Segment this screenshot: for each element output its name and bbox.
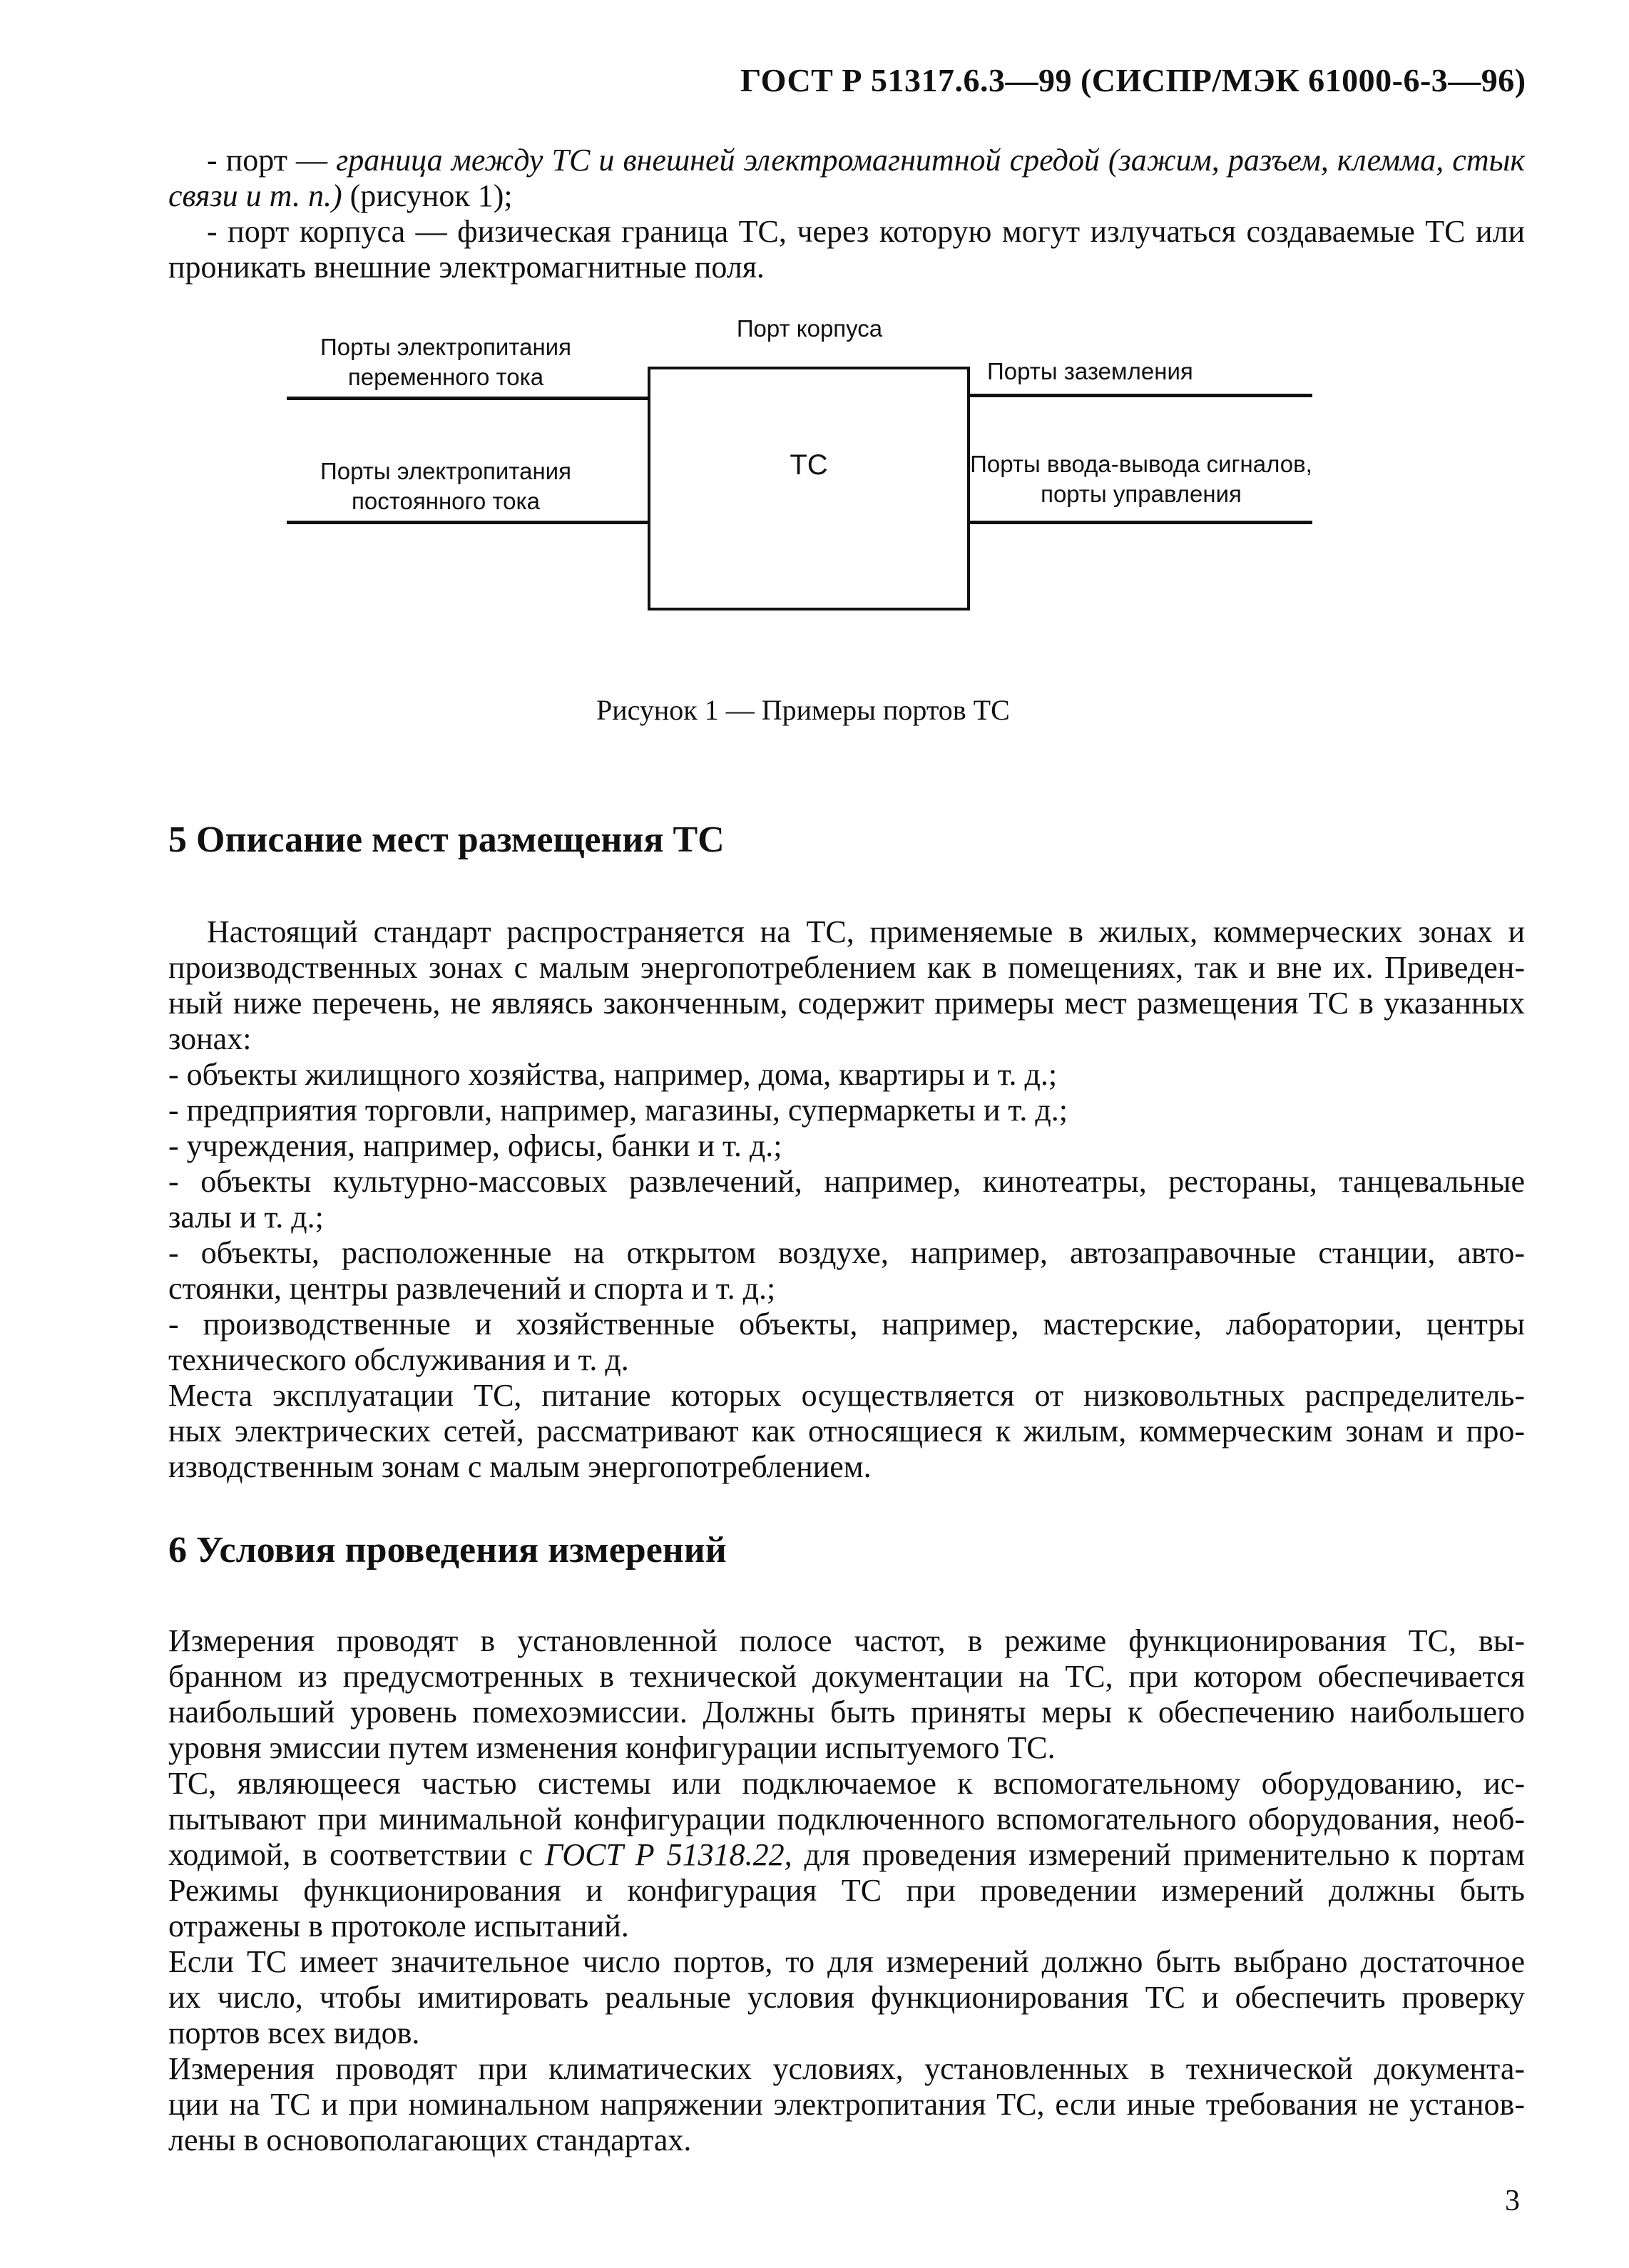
enclosure-port-line2: проникать внешние электромагнитные поля. <box>168 250 765 285</box>
section-6-p3-line1: Режимы функционирования и конфигурация ТС при проведении измерений должны быть <box>168 1873 1525 1908</box>
enclosure-port-line1: - порт корпуса — физическая граница ТС, через которую могут излучаться создаваемые ТС или <box>207 214 1525 249</box>
section-5-list-item: - объекты, расположенные на открытом воздухе, например, автозаправочные станции, авто- <box>168 1235 1525 1270</box>
section-6-p1-line1: Измерения проводят в установленной полосе частот, в режиме функционирования ТС, вы- <box>168 1623 1525 1658</box>
section-5-p1-line2: производственных зонах с малым энергопотреблением как в помещениях, так и вне их. Приведен- <box>168 950 1525 985</box>
section-6-p4-line1: Если ТС имеет значительное число портов, то для измерений должно быть выбрано достаточное <box>168 1944 1525 1979</box>
enclosure-port-label: Порт корпуса <box>736 315 883 342</box>
section-5-list-item: технического обслуживания и т. д. <box>168 1342 629 1377</box>
section-6-p5-line3: лены в основополагающих стандартах. <box>168 2123 692 2157</box>
port-prefix: - порт — <box>207 143 337 178</box>
section-5-list-item: - объекты жилищного хозяйства, например, дома, квартиры и т. д.; <box>168 1057 1058 1092</box>
section-5-p1-line1: Настоящий стандарт распространяется на ТС, применяемые в жилых, коммерческих зонах и <box>207 914 1525 949</box>
ac-power-ports-label: Порты электропитания переменного тока <box>320 334 571 390</box>
port-definition-italic: граница между ТС и внешней электромагнитной средой (зажим, разъем, клемма, стык <box>336 143 1525 178</box>
figure-caption: Рисунок 1 — Примеры портов ТС <box>596 694 1010 726</box>
section-5-p1-line3: ный ниже перечень, не являясь законченным, содержит примеры мест размещения ТС в указанных <box>168 986 1525 1021</box>
section-5-list-item: - учреждения, например, офисы, банки и т. д.; <box>168 1128 782 1163</box>
port-definition-italic2: связи и т. п.) <box>168 178 342 213</box>
section-5-list-item: - производственные и хозяйственные объекты, например, мастерские, лаборатории, центры <box>168 1307 1525 1342</box>
section-6-p2-line1: ТС, являющееся частью системы или подключаемое к вспомогательному оборудованию, ис- <box>168 1766 1525 1801</box>
section-5-list-item: - объекты культурно-массовых развлечений, например, кинотеатры, рестораны, танцевальные <box>168 1164 1525 1199</box>
port-definition-line2 <box>168 178 1525 214</box>
equipment-box <box>648 367 970 611</box>
section-6-p2-line3: ходимой, в соответствии с ГОСТ Р 51318.22, для проведения измерений применительно к портам <box>168 1837 1525 1872</box>
ac-power-wire <box>287 397 648 400</box>
earth-ports-label: Порты заземления <box>987 358 1193 384</box>
dc-power-wire <box>287 521 648 524</box>
section-6-p1-line3: наибольший уровень помехоэмиссии. Должны быть приняты меры к обеспечению наибольшего <box>168 1695 1525 1730</box>
standard-reference: ГОСТ Р 51318.22, <box>544 1837 792 1872</box>
document-header: ГОСТ Р 51317.6.3—99 (СИСПР/МЭК 61000-6-3—96) <box>740 62 1526 98</box>
signal-ports-label: Порты ввода-вывода сигналов, порты управления <box>970 451 1312 507</box>
section-5-p2-line3: изводственным зонам с малым энергопотреблением. <box>168 1449 872 1484</box>
section-6-p4-line2: их число, чтобы имитировать реальные условия функционирования ТС и обеспечить проверку <box>168 1980 1525 2015</box>
section-6-p4-line3: портов всех видов. <box>168 2016 420 2050</box>
section-5-p2-line1: Места эксплуатации ТС, питание которых осуществляется от низковольтных распределитель- <box>168 1378 1525 1413</box>
section-6-p5-line1: Измерения проводят при климатических условиях, установленных в технической документа- <box>168 2051 1525 2086</box>
section-6-p1-line4: уровня эмиссии путем изменения конфигурации испытуемого ТС. <box>168 1730 1056 1765</box>
section-5-p1-line4: зонах: <box>168 1021 252 1056</box>
page-number: 3 <box>1505 2185 1520 2217</box>
dc-power-ports-label: Порты электропитания постоянного тока <box>320 458 571 514</box>
port-definition-line1 <box>207 143 1525 178</box>
ports-diagram <box>285 307 1341 620</box>
section-6-title: 6 Условия проведения измерений <box>168 1530 727 1570</box>
port-suffix: (рисунок 1); <box>342 178 513 213</box>
equipment-label: ТС <box>790 449 828 481</box>
section-5-p2-line2: ных электрических сетей, рассматривают как относящиеся к жилым, коммерческим зонам и про- <box>168 1414 1525 1449</box>
section-6-p2-line2: пытывают при минимальной конфигурации подключенного вспомогательного оборудования, необ- <box>168 1802 1525 1837</box>
section-5-list-item: - предприятия торговли, например, магазины, супермаркеты и т. д.; <box>168 1093 1068 1128</box>
section-5-list-item: стоянки, центры развлечений и спорта и т. д.; <box>168 1271 776 1306</box>
signal-wire <box>970 521 1312 524</box>
section-5-list-item: залы и т. д.; <box>168 1200 324 1235</box>
section-5-title: 5 Описание мест размещения ТС <box>168 819 725 860</box>
earth-wire <box>970 394 1312 397</box>
section-6-p5-line2: ции на ТС и при номинальном напряжении электропитания ТС, если иные требования не установ- <box>168 2087 1525 2122</box>
section-6-p3-line2: отражены в протоколе испытаний. <box>168 1909 629 1943</box>
section-6-p1-line2: бранном из предусмотренных в технической документации на ТС, при котором обеспечивается <box>168 1659 1525 1694</box>
